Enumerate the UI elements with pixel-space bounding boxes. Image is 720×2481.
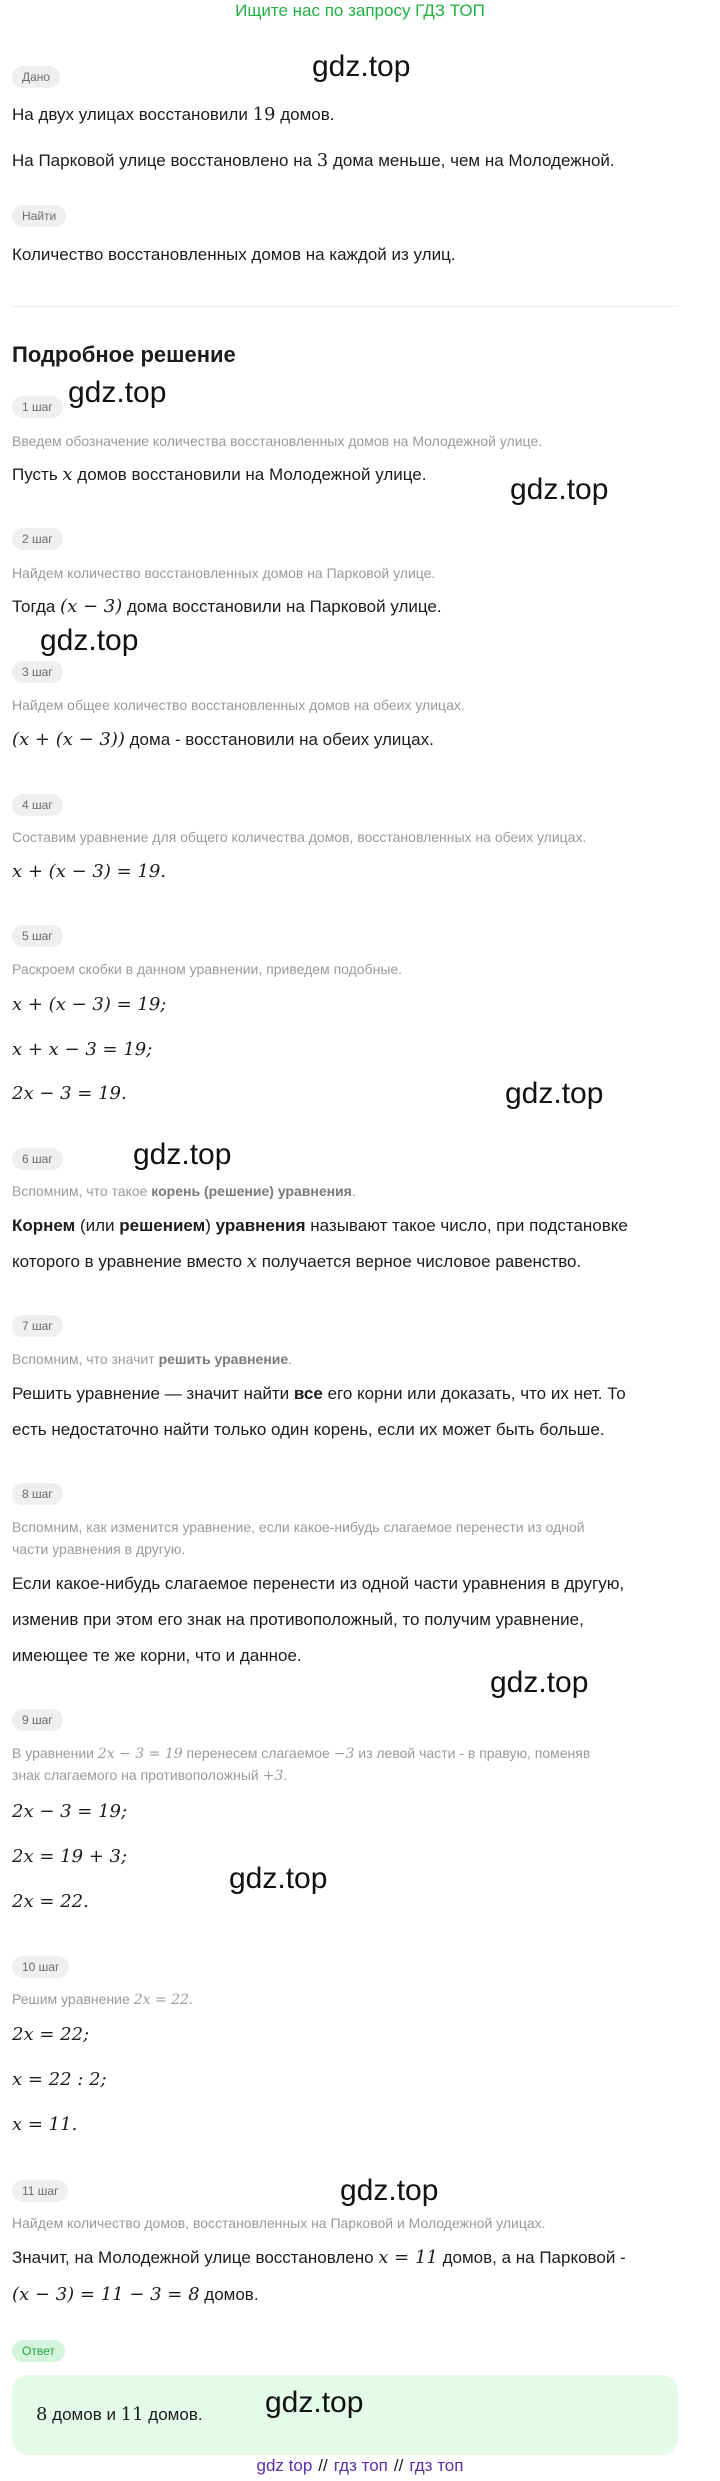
- step-9-h1: В уравнении: [12, 1745, 98, 1761]
- answer-text: [36, 2403, 203, 2427]
- step-6-hint: [12, 1180, 702, 1202]
- given-line-2-text: На Парковой улице восстановлено на: [12, 151, 317, 170]
- step-10-h2: .: [188, 1991, 193, 2007]
- step-10-hint: [12, 1988, 702, 2011]
- step-2-text: [12, 595, 702, 619]
- step-6-l2a: которого в уравнение вместо: [12, 1252, 247, 1271]
- watermark: gdz.top: [68, 376, 167, 409]
- step-9-hint-1: [12, 1742, 702, 1765]
- step-6-hint-bold: корень (решение) уравнения: [151, 1183, 352, 1199]
- step-11-eq-1: x = 11: [378, 2247, 438, 2268]
- bottom-link-3[interactable]: гдз топ: [409, 2456, 464, 2475]
- answer-num-1: 8: [36, 2404, 48, 2425]
- step-5-hint: Раскроем скобки в данном уравнении, приведем подобные.: [12, 961, 403, 977]
- step-3-expr: (x + (x − 3)): [12, 729, 125, 750]
- step-4-equation: x + (x − 3) = 19.: [12, 861, 167, 882]
- step-5-badge: 5 шаг: [12, 925, 63, 947]
- step-3-hint: Найдем общее количество восстановленных домов на обеих улицах.: [12, 697, 465, 713]
- step-6-hint-a: Вспомним, что такое: [12, 1183, 152, 1199]
- bottom-links: [0, 2455, 720, 2477]
- step-8-hint-1: Вспомним, как изменится уравнение, если какое-нибудь слагаемое перенести из одной: [12, 1519, 585, 1535]
- step-7-hint-c: .: [288, 1351, 293, 1367]
- step-6-hint-c: .: [351, 1183, 356, 1199]
- step-5-equation-3: 2x − 3 = 19.: [12, 1083, 127, 1104]
- step-8-badge: 8 шаг: [12, 1483, 63, 1505]
- step-2-badge: 2 шаг: [12, 528, 63, 550]
- step-8-hint-2: части уравнения в другую.: [12, 1541, 186, 1557]
- watermark: gdz.top: [133, 1138, 232, 1171]
- bottom-link-1[interactable]: gdz top: [256, 2456, 313, 2475]
- step-8-line-2: изменив при этом его знак на противоположный, то получим уравнение,: [12, 1610, 584, 1629]
- step-9-hint-term: −3: [333, 1746, 355, 1762]
- step-9-h5: .: [283, 1767, 288, 1783]
- step-1-var: x: [62, 464, 73, 485]
- step-2-expr: (x − 3): [60, 596, 123, 617]
- bottom-sep-2: //: [393, 2456, 404, 2475]
- watermark: gdz.top: [229, 1862, 328, 1895]
- watermark: gdz.top: [312, 50, 411, 83]
- step-7-badge: 7 шаг: [12, 1315, 63, 1337]
- step-3-text-b: дома - восстановили на обеих улицах.: [124, 730, 434, 749]
- step-6-line-2: [12, 1250, 702, 1274]
- solution-title: Подробное решение: [12, 342, 236, 367]
- step-6-var: x: [246, 1251, 257, 1272]
- step-7-line-1: [12, 1382, 702, 1406]
- step-9-h3: из левой части - в правую, поменяв: [354, 1745, 591, 1761]
- step-10-equation-1: 2x = 22;: [12, 2024, 90, 2045]
- step-7-hint-a: Вспомним, что значит: [12, 1351, 159, 1367]
- top-search-link[interactable]: Ищите нас по запросу ГДЗ ТОП: [235, 1, 485, 20]
- given-line-1-end: домов.: [275, 105, 335, 124]
- given-badge: Дано: [12, 66, 60, 88]
- watermark: gdz.top: [510, 473, 609, 506]
- step-9-hint-term-2: +3: [262, 1768, 284, 1784]
- term-equation: уравнения: [215, 1216, 306, 1235]
- step-1-badge: 1 шаг: [12, 396, 63, 418]
- step-11-badge: 11 шаг: [12, 2180, 68, 2202]
- step-7-hint: [12, 1348, 702, 1370]
- step-7-t1: Решить уравнение — значит найти: [12, 1384, 294, 1403]
- step-10-h1: Решим уравнение: [12, 1991, 134, 2007]
- answer-t1: домов и: [47, 2405, 121, 2424]
- step-11-line-1: [12, 2246, 702, 2270]
- step-8-line-1: Если какое-нибудь слагаемое перенести из одной части уравнения в другую,: [12, 1574, 625, 1593]
- step-7-t2: его корни или доказать, что их нет. То: [322, 1384, 626, 1403]
- term-root: Корнем: [12, 1216, 76, 1235]
- bottom-sep-1: //: [318, 2456, 328, 2475]
- step-11-hint: Найдем количество домов, восстановленных на Парковой и Молодежной улицах.: [12, 2215, 546, 2231]
- step-2-text-b: дома восстановили на Парковой улице.: [122, 597, 442, 616]
- step-11-l2b: домов.: [199, 2285, 259, 2304]
- step-9-equation-1: 2x − 3 = 19;: [12, 1801, 128, 1822]
- step-9-equation-3: 2x = 22.: [12, 1891, 89, 1912]
- step-11-l1b: домов, а на Парковой -: [437, 2248, 626, 2267]
- answer-t2: домов.: [143, 2405, 203, 2424]
- watermark: gdz.top: [340, 2174, 439, 2207]
- bottom-link-2[interactable]: гдз топ: [333, 2456, 388, 2475]
- step-10-equation-2: x = 22 : 2;: [12, 2069, 107, 2090]
- step-7-hint-bold: решить уравнение: [158, 1351, 289, 1367]
- given-line-2: [12, 149, 702, 173]
- step-10-hint-eq: 2x = 22: [133, 1992, 189, 2008]
- step-9-hint-eq: 2x − 3 = 19: [97, 1746, 183, 1762]
- step-1-text-a: Пусть: [12, 465, 63, 484]
- given-houses-total: 19: [252, 104, 276, 125]
- step-1-hint: Введем обозначение количества восстановленных домов на Молодежной улице.: [12, 433, 543, 449]
- find-section: [12, 205, 702, 227]
- step-6-line-1: [12, 1214, 702, 1238]
- divider: [12, 306, 678, 307]
- step-5-equation-2: x + x − 3 = 19;: [12, 1039, 153, 1060]
- step-4-hint: Составим уравнение для общего количества домов, восстановленных на обеих улицах.: [12, 829, 587, 845]
- step-9-h2: перенесем слагаемое: [182, 1745, 334, 1761]
- watermark: gdz.top: [40, 624, 139, 657]
- given-line-1: [12, 103, 702, 127]
- watermark: gdz.top: [490, 1666, 589, 1699]
- step-4-badge: 4 шаг: [12, 794, 63, 816]
- step-9-equation-2: 2x = 19 + 3;: [12, 1846, 128, 1867]
- step-7-line-2: есть недостаточно найти только один корень, если их может быть больше.: [12, 1420, 605, 1439]
- step-3-badge: 3 шаг: [12, 661, 63, 683]
- find-text: Количество восстановленных домов на каждой из улиц.: [12, 245, 456, 264]
- given-houses-diff: 3: [316, 150, 329, 171]
- step-11-l1a: Значит, на Молодежной улице восстановлено: [12, 2248, 379, 2267]
- step-3-text: [12, 728, 702, 752]
- step-6-t1: (или: [75, 1216, 120, 1235]
- step-9-hint-2: [12, 1764, 702, 1787]
- step-9-badge: 9 шаг: [12, 1709, 63, 1731]
- answer-num-2: 11: [120, 2404, 144, 2425]
- step-1-text-b: домов восстановили на Молодежной улице.: [72, 465, 427, 484]
- step-2-hint: Найдем количество восстановленных домов на Парковой улице.: [12, 565, 436, 581]
- step-6-badge: 6 шаг: [12, 1148, 63, 1170]
- step-11-eq-2: (x − 3) = 11 − 3 = 8: [12, 2284, 200, 2305]
- step-10-equation-3: x = 11.: [12, 2114, 78, 2135]
- step-9-h4: знак слагаемого на противоположный: [12, 1767, 263, 1783]
- step-5-equation-1: x + (x − 3) = 19;: [12, 994, 167, 1015]
- step-8-line-3: имеющее те же корни, что и данное.: [12, 1646, 302, 1665]
- step-6-t2: ): [205, 1216, 216, 1235]
- step-11-line-2: [12, 2283, 702, 2307]
- step-2-text-a: Тогда: [12, 597, 61, 616]
- step-10-badge: 10 шаг: [12, 1956, 69, 1978]
- step-6-t3: называют такое число, при подстановке: [305, 1216, 628, 1235]
- term-all: все: [293, 1384, 323, 1403]
- given-line-1-text: На двух улицах восстановили: [12, 105, 253, 124]
- find-badge: Найти: [12, 205, 66, 227]
- answer-badge: Ответ: [12, 2340, 65, 2362]
- watermark: gdz.top: [265, 2386, 364, 2419]
- step-6-l2b: получается верное числовое равенство.: [257, 1252, 582, 1271]
- given-line-2-end: дома меньше, чем на Молодежной.: [328, 151, 615, 170]
- term-solution: решением: [119, 1216, 206, 1235]
- watermark: gdz.top: [505, 1077, 604, 1110]
